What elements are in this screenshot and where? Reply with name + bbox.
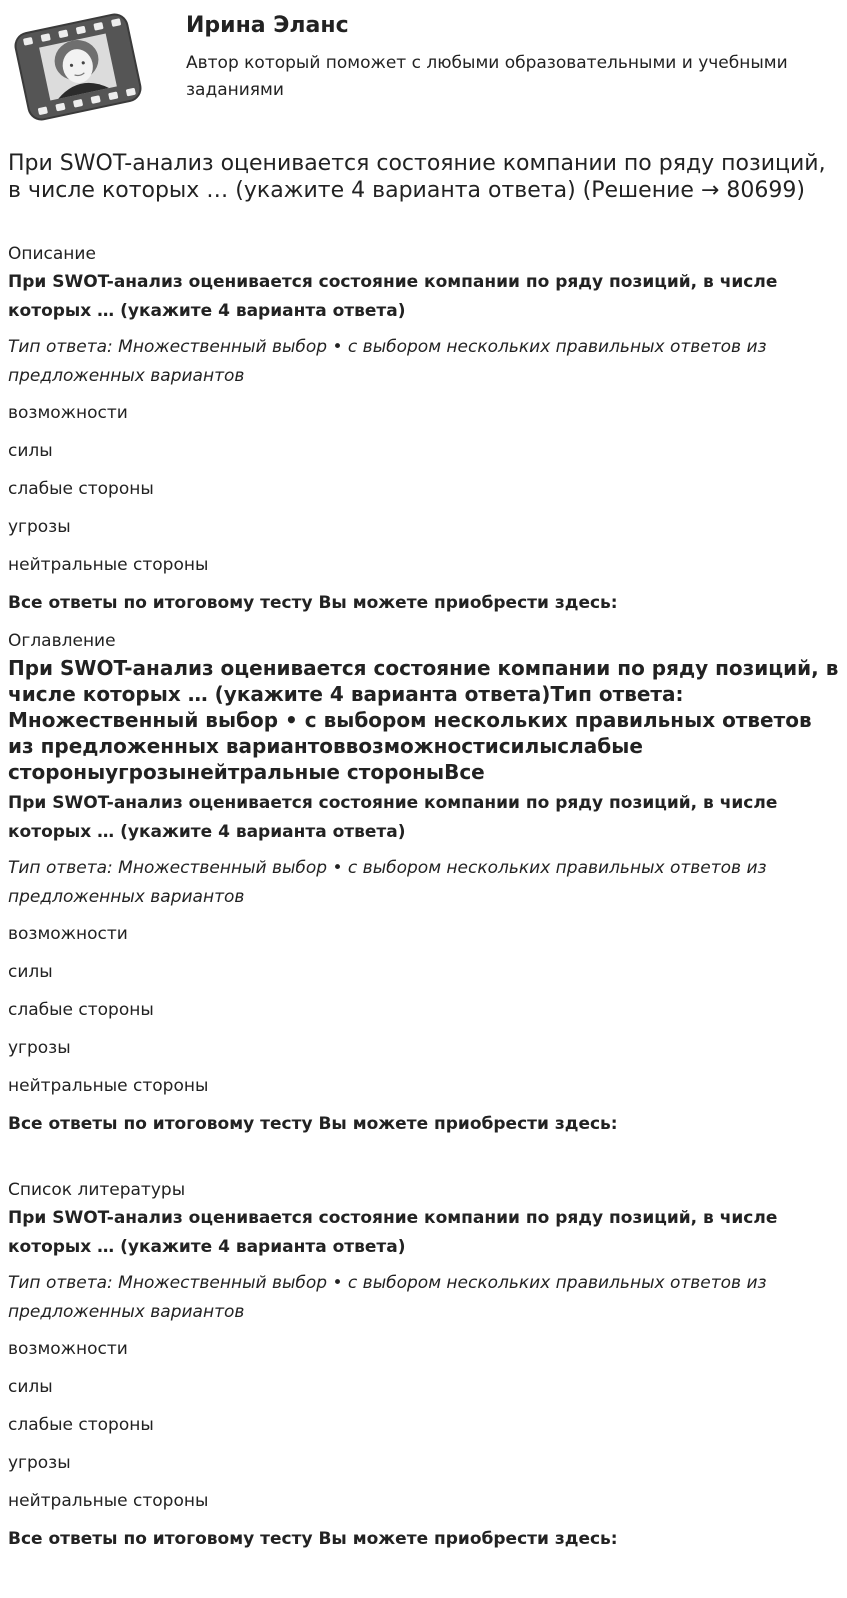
question-text: При SWOT-анализ оценивается состояние компании по ряду позиций, в числе которых … (укажите 4 варианта ответа) [8, 272, 778, 321]
option-item: силы [8, 441, 53, 461]
answer-type: Тип ответа: Множественный выбор • с выбором нескольких правильных ответов из предложенных вариантов [8, 337, 767, 386]
answer-type: Тип ответа: Множественный выбор • с выбором нескольких правильных ответов из предложенных вариантов [8, 858, 767, 907]
option-item: слабые стороны [8, 1000, 154, 1020]
option-item: нейтральные стороны [8, 1491, 209, 1511]
toc-heading: При SWOT-анализ оценивается состояние компании по ряду позиций, в числе которых … (укажите 4 варианта ответа)Тип ответа: Множественный выбор • с выбором нескольких правильных ответов из предложенных вариантоввозможностисилыслабые стороныугрозынейтральные стороныВсе [8, 656, 839, 784]
option-item: угрозы [8, 1453, 71, 1473]
question-text: При SWOT-анализ оценивается состояние компании по ряду позиций, в числе которых … (укажите 4 варианта ответа) [8, 793, 778, 842]
option-item: возможности [8, 403, 128, 423]
purchase-cta: Все ответы по итоговому тесту Вы можете приобрести здесь: [8, 1114, 618, 1134]
purchase-cta: Все ответы по итоговому тесту Вы можете приобрести здесь: [8, 593, 618, 613]
section-label-toc: Оглавление [8, 631, 116, 651]
option-item: силы [8, 962, 53, 982]
option-item: нейтральные стороны [8, 555, 209, 575]
description-section [8, 242, 840, 615]
section-label-description: Описание [8, 244, 96, 264]
author-name[interactable]: Ирина Эланс [186, 13, 349, 38]
option-item: нейтральные стороны [8, 1076, 209, 1096]
author-avatar[interactable] [8, 8, 148, 126]
answer-type: Тип ответа: Множественный выбор • с выбором нескольких правильных ответов из предложенных вариантов [8, 1273, 767, 1322]
author-description: Автор который поможет с любыми образовательными и учебными заданиями [186, 53, 788, 100]
option-item: возможности [8, 1339, 128, 1359]
option-item: возможности [8, 924, 128, 944]
page-title: При SWOT-анализ оценивается состояние компании по ряду позиций, в числе которых … (укажите 4 варианта ответа) (Решение → 80699) [8, 151, 826, 203]
author-card [0, 0, 847, 135]
question-text: При SWOT-анализ оценивается состояние компании по ряду позиций, в числе которых … (укажите 4 варианта ответа) [8, 1208, 778, 1257]
option-item: угрозы [8, 1038, 71, 1058]
option-item: слабые стороны [8, 479, 154, 499]
section-label-literature: Список литературы [8, 1180, 186, 1200]
toc-section [8, 629, 840, 1136]
option-item: силы [8, 1377, 53, 1397]
option-item: слабые стороны [8, 1415, 154, 1435]
option-item: угрозы [8, 517, 71, 537]
purchase-cta: Все ответы по итоговому тесту Вы можете приобрести здесь: [8, 1529, 618, 1549]
literature-section [8, 1178, 840, 1551]
